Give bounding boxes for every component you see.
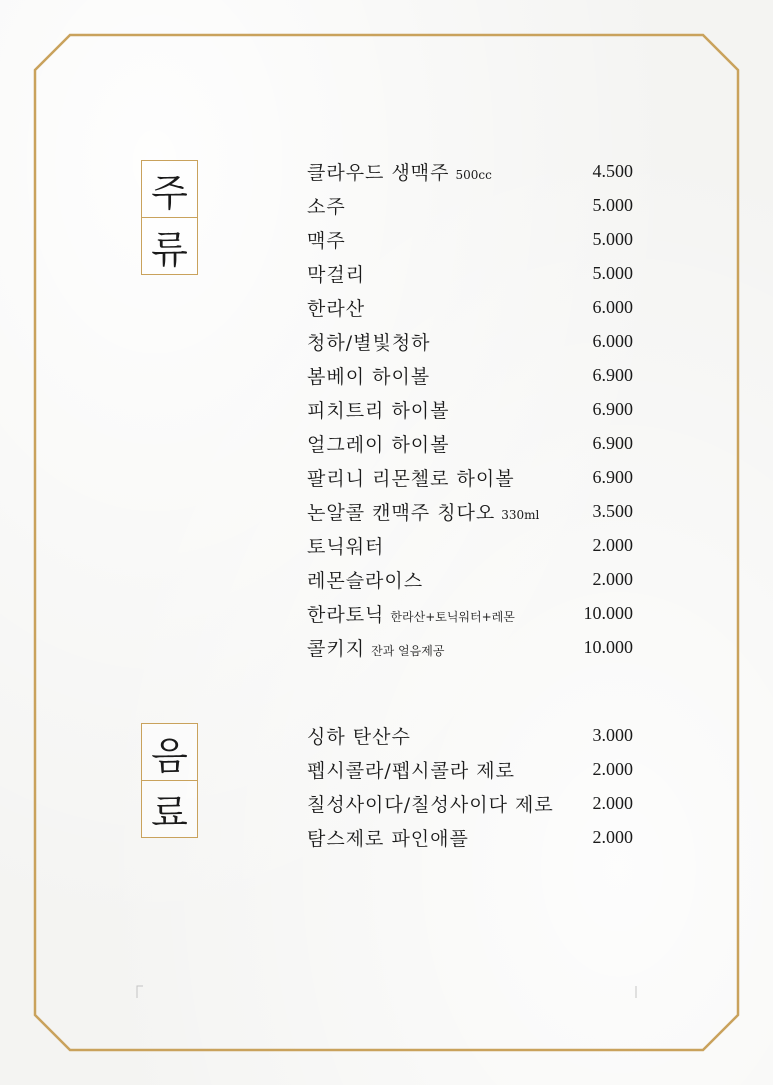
menu-item [307,562,633,596]
item-name-wrap [307,192,346,219]
item-name: 피치트리 하이볼 [307,399,450,422]
item-price: 5.000 [592,228,633,249]
item-price: 2.000 [592,826,633,847]
item-name: 봄베이 하이볼 [307,365,431,388]
item-price: 3.000 [592,724,633,745]
item-price: 5.000 [592,262,633,283]
item-price: 6.900 [592,432,633,453]
menu-item [307,460,633,494]
item-name: 탐스제로 파인애플 [307,827,469,850]
item-name: 논알콜 캔맥주 칭다오 [307,501,496,524]
item-name: 맥주 [307,229,346,252]
section-label-char: 음 [151,733,188,778]
item-name-wrap [307,464,515,491]
item-note: 500cc [455,167,492,182]
item-price: 6.900 [592,466,633,487]
item-price: 2.000 [592,534,633,555]
item-name-wrap [307,824,469,851]
item-name: 칠성사이다/칠성사이다 제로 [307,793,554,816]
menu-item [307,188,633,222]
item-name: 콜키지 [307,637,366,660]
item-name-wrap [307,158,492,185]
item-price: 3.500 [592,500,633,521]
item-price: 2.000 [592,568,633,589]
item-name-wrap [307,600,515,627]
item-name: 소주 [307,195,346,218]
menu-list-drinks [307,718,633,854]
item-name-wrap [307,328,431,355]
section-label-char: 주 [151,170,188,215]
menu-item [307,256,633,290]
section-label-liquor [141,160,198,275]
section-label-drinks [141,723,198,838]
item-price: 2.000 [592,792,633,813]
menu-item [307,290,633,324]
menu-item [307,154,633,188]
menu-item [307,392,633,426]
item-name: 청하/별빛청하 [307,331,431,354]
item-name: 막걸리 [307,263,366,286]
item-name-wrap [307,498,539,525]
item-name-wrap [307,566,423,593]
item-name-wrap [307,634,444,661]
item-price: 5.000 [592,194,633,215]
item-price: 6.000 [592,296,633,317]
menu-item [307,494,633,528]
item-name-wrap [307,260,365,287]
item-price: 10.000 [583,636,633,657]
item-name-wrap [307,790,554,817]
item-name: 레몬슬라이스 [307,569,424,592]
item-price: 6.900 [592,398,633,419]
item-note: 한라산+토닉워터+레몬 [390,609,515,624]
item-name: 싱하 탄산수 [307,725,411,748]
section-label-char: 료 [142,780,197,837]
menu-item [307,718,633,752]
item-name-wrap [307,430,450,457]
item-price: 6.900 [592,364,633,385]
item-price: 10.000 [583,602,633,623]
menu-item [307,324,633,358]
item-price: 2.000 [592,758,633,779]
item-name-wrap [307,722,411,749]
item-name: 팔리니 리몬첼로 하이볼 [307,467,515,490]
item-name: 펩시콜라/펩시콜라 제로 [307,759,515,782]
item-name: 한라토닉 [307,603,385,626]
menu-item [307,358,633,392]
menu-item [307,786,633,820]
item-price: 6.000 [592,330,633,351]
menu-item [307,630,633,664]
item-name: 토닉워터 [307,535,385,558]
section-label-char: 류 [142,217,197,274]
item-name-wrap [307,396,450,423]
menu-item [307,820,633,854]
item-note: 잔과 얼음제공 [371,643,445,658]
item-name-wrap [307,532,384,559]
menu-item [307,528,633,562]
item-price: 4.500 [592,160,633,181]
inner-corner-marks [137,986,636,998]
item-name-wrap [307,756,515,783]
menu-item [307,426,633,460]
menu-item [307,752,633,786]
menu-item [307,596,633,630]
item-name: 얼그레이 하이볼 [307,433,450,456]
item-name-wrap [307,294,365,321]
menu-item [307,222,633,256]
item-name-wrap [307,362,430,389]
item-note: 330ml [501,507,540,522]
item-name: 한라산 [307,297,366,320]
item-name-wrap [307,226,346,253]
menu-list-liquor [307,154,633,664]
item-name: 클라우드 생맥주 [307,161,450,184]
